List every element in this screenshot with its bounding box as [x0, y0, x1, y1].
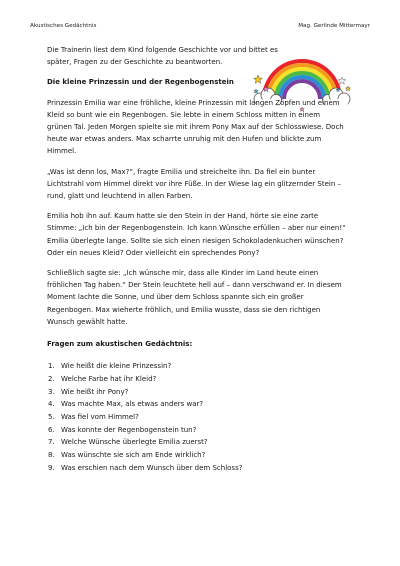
question-item — [47, 411, 347, 424]
questions-title: Fragen zum akustischen Gedächtnis: — [47, 340, 193, 349]
question-text: Was konnte der Regenbogenstein tun? — [61, 425, 197, 434]
question-number: 2. — [48, 374, 55, 383]
intro-text: Die Trainerin liest dem Kind folgende Geschichte vor und bittet es später, Fragen zu der Geschichte zu beantworten. — [47, 46, 278, 67]
question-number: 3. — [48, 387, 55, 396]
question-item — [47, 462, 347, 475]
story-paragraph: „Was ist denn los, Max?“, fragte Emilia und streichelte ihn. Da fiel ein bunter Lichtstrahl vom Himmel direkt vor ihre Füße. In der Wiese lag ein glitzernder Stein – rund, glatt und leuchtend in allen Farben. — [47, 167, 341, 201]
question-text: Was machte Max, als etwas anders war? — [61, 400, 204, 409]
question-text: Wie heißt die kleine Prinzessin? — [61, 362, 172, 371]
story-paragraph: Prinzessin Emilia war eine fröhliche, kleine Prinzessin mit langen Zöpfen und einem Kleid so bunt wie ein Regenbogen. Sie lebte in einem Schloss mitten in einem grünen Tal. Jeden Morgen spielte sie mit ihrem Pony Max auf der Schlosswiese. Doch heute war etwas anders. Max scharrte unruhig mit den Hufen und blickte zum Himmel. — [47, 98, 344, 156]
story-title: Die kleine Prinzessin und der Regenbogenstein — [47, 78, 234, 87]
question-number: 7. — [48, 438, 55, 447]
question-text: Was fiel vom Himmel? — [61, 413, 139, 422]
questions-list — [47, 360, 347, 474]
question-number: 9. — [48, 463, 55, 472]
question-item — [47, 436, 347, 449]
question-item — [47, 398, 347, 411]
question-item — [47, 360, 347, 373]
question-text: Welche Farbe hat ihr Kleid? — [61, 374, 157, 383]
question-item — [47, 373, 347, 386]
question-item — [47, 449, 347, 462]
story-paragraph: Schließlich sagte sie: „Ich wünsche mir, dass alle Kinder im Land heute einen fröhlichen Tag haben.“ Der Stein leuchtete hell auf – dann verschwand er. In diesem Moment lachte die Sonne, und über dem Schloss spannte sich ein großer Regenbogen. Max wieherte fröhlich, und Emilia wusste, dass sie den richtigen Wunsch gewählt hatte. — [47, 269, 342, 326]
header-left: Akustisches Gedächtnis — [30, 23, 97, 29]
question-number: 8. — [48, 451, 55, 460]
question-item — [47, 424, 347, 437]
story-paragraph: Emilia hob ihn auf. Kaum hatte sie den Stein in der Hand, hörte sie eine zarte Stimme: „Ich bin der Regenbogenstein. Ich kann Wünsche erfüllen – aber nur einen!“ Emilia überlegte lange. Sollte sie sich einen riesigen Schokoladenkuchen wünschen? Oder ein neues Kleid? Oder vielleicht ein sprechendes Pony? — [47, 212, 346, 257]
question-number: 6. — [48, 425, 55, 434]
question-number: 1. — [48, 362, 55, 371]
header-right: Mag. Gerlinde Mittermayr — [298, 23, 370, 29]
question-text: Wie heißt ihr Pony? — [61, 387, 129, 396]
question-text: Welche Wünsche überlegte Emilia zuerst? — [61, 438, 208, 447]
question-item — [47, 386, 347, 399]
question-number: 4. — [48, 400, 55, 409]
question-text: Was wünschte sie sich am Ende wirklich? — [61, 451, 206, 460]
question-text: Was erschien nach dem Wunsch über dem Schloss? — [61, 463, 243, 472]
question-number: 5. — [48, 413, 55, 422]
worksheet-content — [47, 44, 347, 475]
